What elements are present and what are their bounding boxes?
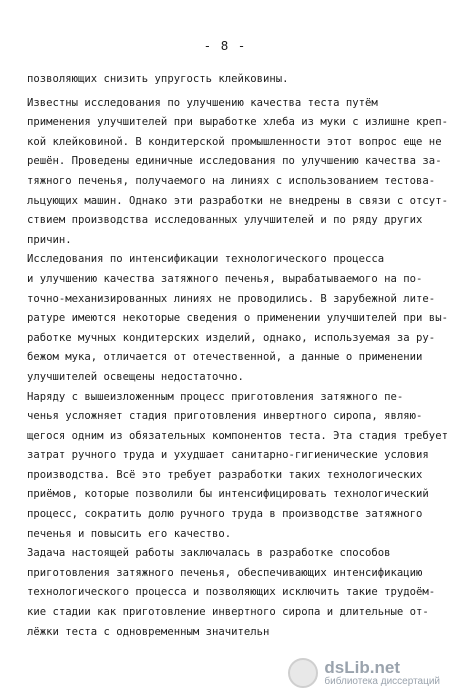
text-line: позволяющих снизить упругость клейковины. [27,73,289,85]
text-line: точно-механизированных линиях не проводились. В зарубежной лите- [27,292,436,305]
text-line: причин. [27,233,72,246]
text-line: ченья усложняет стадия приготовления инвертного сиропа, являю- [27,410,423,423]
text-line: ратуре имеются некоторые сведения о применении улучшителей при вы- [27,312,448,325]
text-line: приёмов, которые позволили бы интенсифицировать технологический [27,488,429,501]
text-line: бежом мука, отличается от отечественной, а данные о применении [27,351,423,364]
watermark-text [324,659,440,687]
text-line: приготовления затяжного печенья, обеспечивающих интенсификацию [27,566,423,579]
text-line: работке мучных кондитерских изделий, однако, используемая за ру- [27,331,436,344]
text-line: и улучшению качества затяжного печенья, вырабатываемого на по- [27,272,423,285]
text-line: производства. Всё это требует разработки таких технологических [27,468,423,481]
text-line: лёжки теста с одновременным значительн [27,625,270,638]
document-body [27,70,448,642]
paragraph-start-line: Исследования по интенсификации технологического процесса [27,253,385,266]
dslib-logo-icon [288,658,318,688]
text-line: тяжного печенья, получаемого на линиях с использованием тестова- [27,174,436,187]
text-line: технологического процесса и позволяющих исключить такие трудоём- [27,586,436,599]
text-line: улучшителей освещены недостаточно. [27,370,244,383]
text-line: кие стадии как приготовление инвертного сиропа и длительные от- [27,606,429,619]
paragraph-start-line: Известны исследования по улучшению качества теста путём [27,96,378,109]
page-number: - 8 - [203,38,247,53]
text-line: затрат ручного труда и ухудшает санитарно-гигиенические условия [27,449,429,462]
text-line: печенья и повысить его качество. [27,527,232,540]
text-line: льцующих машин. Однако эти разработки не внедрены в связи с отсут- [27,194,448,207]
dslib-watermark [288,658,440,688]
paragraph-start-line: Наряду с вышеизложенным процесс приготовления затяжного пе- [27,390,404,403]
text-line: решён. Проведены единичные исследования по улучшению качества за- [27,155,442,168]
watermark-brand: dsLib.net [324,658,400,677]
text-line: ствием производства исследованных улучшителей и по ряду других [27,214,423,227]
text-line: щегося одним из обязательных компонентов теста. Эта стадия требует [27,429,448,442]
paragraph-start-line: Задача настоящей работы заключалась в разработке способов [27,547,391,560]
watermark-subtitle: библиотека диссертаций [324,676,440,687]
text-line: процесс, сократить долю ручного труда в производстве затяжного [27,508,423,521]
text-line: кой клейковиной. В кондитерской промышленности этот вопрос еще не [27,135,442,148]
text-line: применения улучшителей при выработке хлеба из муки с излишне креп- [27,116,448,129]
